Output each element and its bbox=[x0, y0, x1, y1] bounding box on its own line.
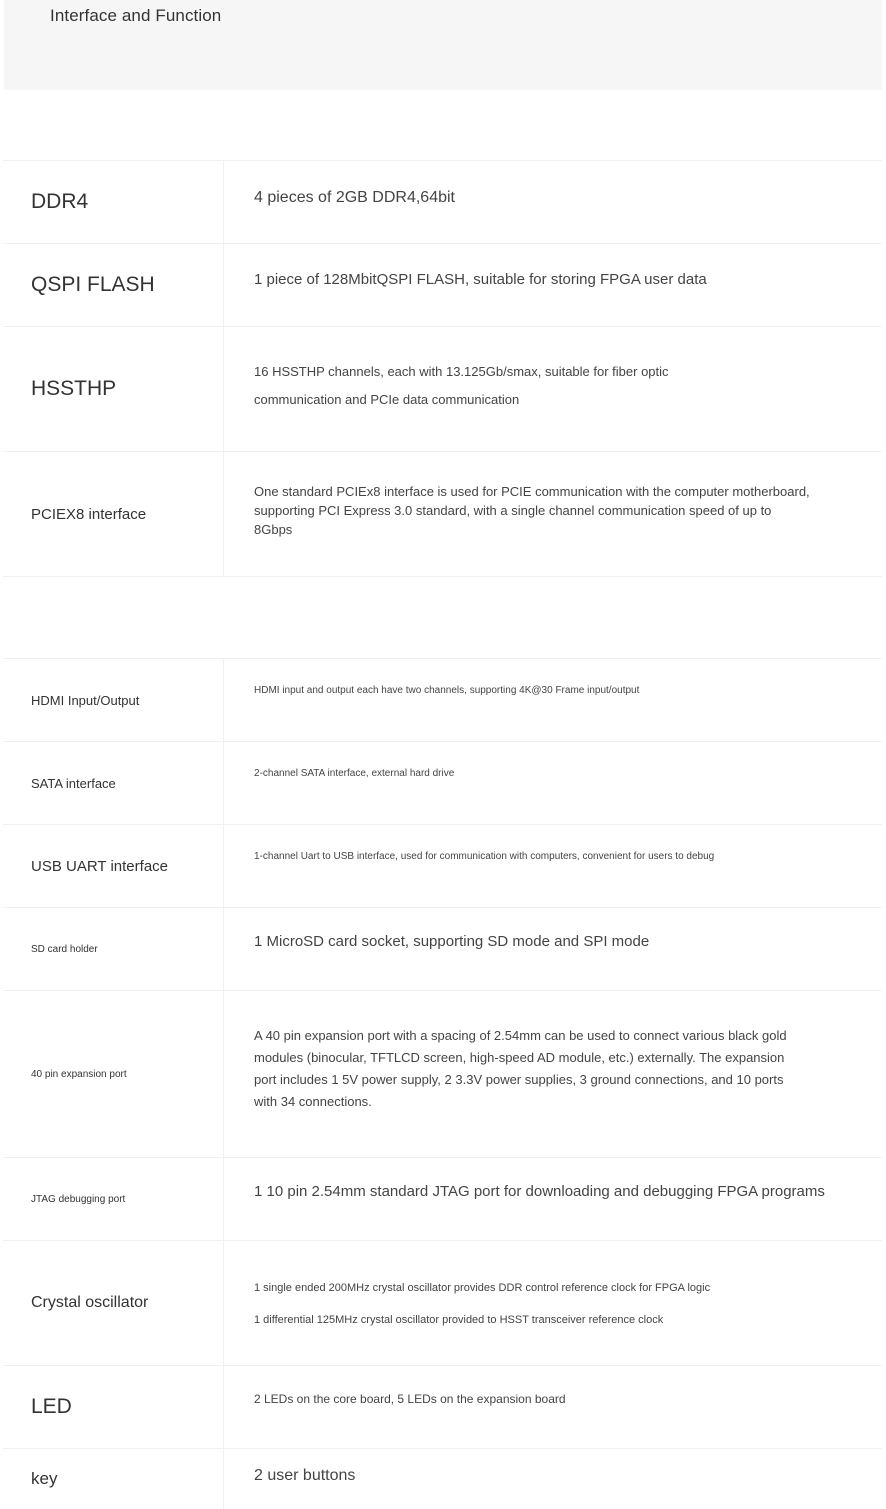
spec-label: QSPI FLASH bbox=[3, 244, 224, 326]
spec-row-qspi-flash bbox=[3, 244, 882, 327]
spec-table-main bbox=[3, 160, 882, 577]
spec-label: SATA interface bbox=[3, 742, 224, 824]
spec-label: LED bbox=[3, 1366, 224, 1448]
spec-label: HDMI Input/Output bbox=[3, 659, 224, 741]
spec-desc bbox=[224, 1366, 882, 1448]
spec-label: DDR4 bbox=[3, 161, 224, 243]
spec-label: JTAG debugging port bbox=[3, 1158, 224, 1240]
spec-desc-line: 1 piece of 128MbitQSPI FLASH, suitable for storing FPGA user data bbox=[254, 271, 707, 288]
spec-desc-line: 1 MicroSD card socket, supporting SD mode and SPI mode bbox=[254, 933, 650, 950]
page-title: Interface and Function bbox=[50, 6, 222, 25]
spec-label: PCIEX8 interface bbox=[3, 452, 224, 576]
spec-desc bbox=[224, 327, 882, 451]
spec-row-crystal bbox=[3, 1241, 882, 1366]
spec-table-io bbox=[3, 658, 882, 1509]
spec-desc bbox=[224, 1158, 882, 1240]
page-header bbox=[4, 0, 882, 90]
spec-desc-line: 1 single ended 200MHz crystal oscillator provides DDR control reference clock for FPGA logic bbox=[254, 1282, 711, 1294]
spec-desc bbox=[224, 908, 882, 990]
spec-label: HSSTHP bbox=[3, 327, 224, 451]
spec-desc-line: 1 10 pin 2.54mm standard JTAG port for downloading and debugging FPGA programs bbox=[254, 1183, 825, 1200]
spec-label: SD card holder bbox=[3, 908, 224, 990]
spec-row-ddr4 bbox=[3, 161, 882, 244]
spec-desc-line: 1-channel Uart to USB interface, used for communication with computers, convenient for users to debug bbox=[254, 851, 715, 862]
spec-row-led bbox=[3, 1366, 882, 1449]
spec-desc-line: 2 user buttons bbox=[254, 1467, 356, 1484]
spec-desc bbox=[224, 991, 882, 1157]
spec-desc-line: 2-channel SATA interface, external hard drive bbox=[254, 768, 455, 779]
spec-desc bbox=[224, 244, 882, 326]
spec-desc bbox=[224, 161, 882, 243]
spec-desc bbox=[224, 742, 882, 824]
spec-label: USB UART interface bbox=[3, 825, 224, 907]
spec-desc-line: 4 pieces of 2GB DDR4,64bit bbox=[254, 189, 455, 206]
spec-label: key bbox=[3, 1449, 224, 1509]
spec-row-usb-uart bbox=[3, 825, 882, 908]
spec-row-jtag bbox=[3, 1158, 882, 1241]
spec-row-sata bbox=[3, 742, 882, 825]
spec-desc-line: A 40 pin expansion port with a spacing of 2.54mm can be used to connect various black gold modules (binocular, TFTLCD screen, high-speed AD module, etc.) externally. The expansion port includes 1 5V power supply, 2 3.3V power supplies, 3 ground connections, and 10 ports with 34 connections. bbox=[254, 1028, 787, 1109]
spec-desc-line: 16 HSSTHP channels, each with 13.125Gb/smax, suitable for fiber optic bbox=[254, 364, 669, 379]
spec-row-40-pin bbox=[3, 991, 882, 1158]
spec-desc bbox=[224, 1241, 882, 1365]
spec-desc bbox=[224, 452, 882, 576]
spec-row-hdmi bbox=[3, 659, 882, 742]
spec-row-sd-card bbox=[3, 908, 882, 991]
spec-desc-line: One standard PCIEx8 interface is used for PCIE communication with the computer motherboard, supporting PCI Express 3.0 standard, with a single channel communication speed of up to 8Gbps bbox=[254, 484, 810, 537]
spec-label: 40 pin expansion port bbox=[3, 991, 224, 1157]
spec-desc-line: communication and PCIe data communication bbox=[254, 392, 520, 407]
spec-row-key bbox=[3, 1449, 882, 1509]
spec-desc bbox=[224, 1449, 882, 1509]
spec-desc bbox=[224, 825, 882, 907]
spec-desc-line: HDMI input and output each have two channels, supporting 4K@30 Frame input/output bbox=[254, 685, 640, 696]
spec-desc-line: 2 LEDs on the core board, 5 LEDs on the expansion board bbox=[254, 1392, 566, 1406]
spec-row-hssthp bbox=[3, 327, 882, 452]
spec-row-pciex8 bbox=[3, 452, 882, 577]
spec-desc-line: 1 differential 125MHz crystal oscillator provided to HSST transceiver reference clock bbox=[254, 1314, 664, 1326]
spec-desc bbox=[224, 659, 882, 741]
spec-label: Crystal oscillator bbox=[3, 1241, 224, 1365]
